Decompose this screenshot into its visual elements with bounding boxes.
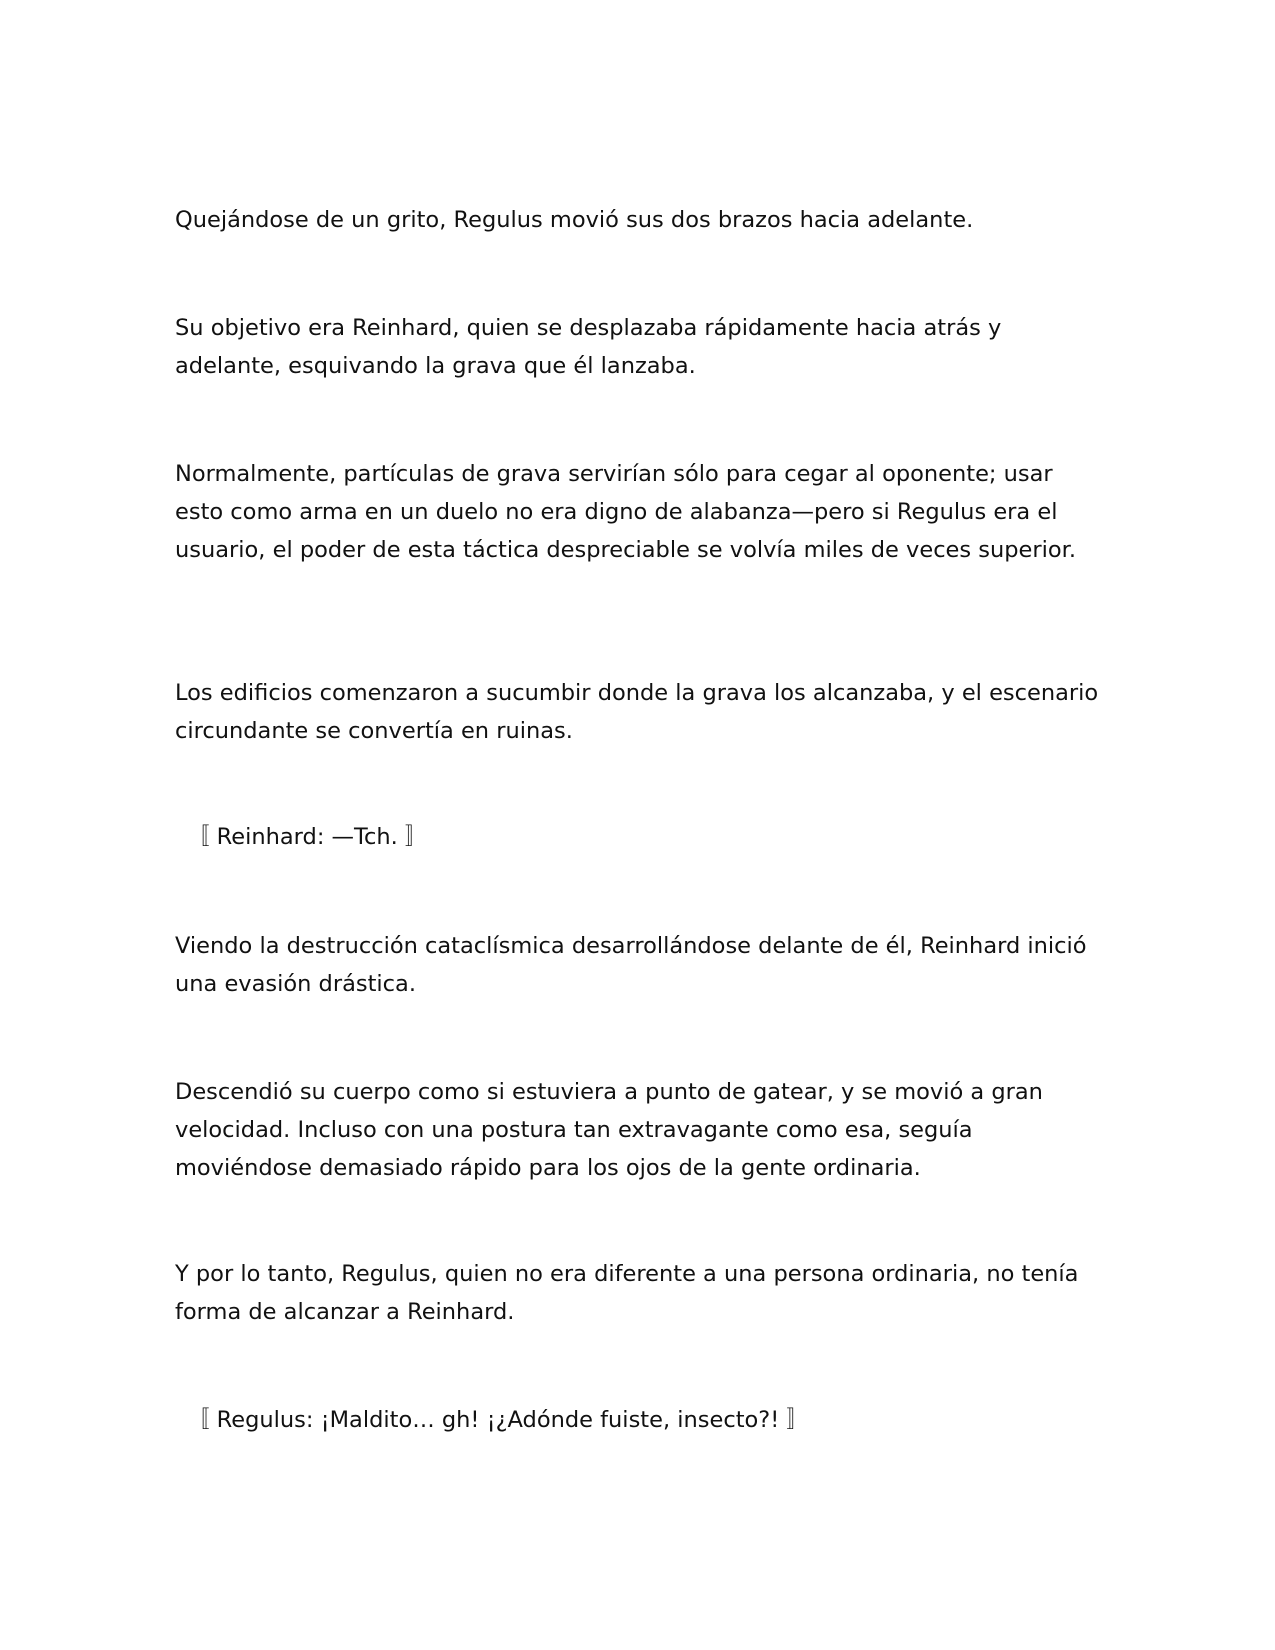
paragraph-5: Viendo la destrucción cataclísmica desarrollándose delante de él, Reinhard inició una evasión drástica. (175, 933, 1087, 997)
paragraph-7: Y por lo tanto, Regulus, quien no era diferente a una persona ordinaria, no tenía forma de alcanzar a Reinhard. (175, 1261, 1079, 1325)
paragraph-1: Quejándose de un grito, Regulus movió sus dos brazos hacia adelante. (175, 207, 974, 233)
paragraph-3: Normalmente, partículas de grava servirían sólo para cegar al oponente; usar esto como arma en un duelo no era digno de alabanza—pero si Regulus era el usuario, el poder de esta táctica despreciable se volvía miles de veces superior. (175, 461, 1076, 563)
dialogue-regulus: 〚 Regulus: ¡Maldito… gh! ¡¿Adónde fuiste, insecto?! 〛 (187, 1407, 809, 1433)
paragraph-6: Descendió su cuerpo como si estuviera a punto de gatear, y se movió a gran velocidad. Incluso con una postura tan extravagante como esa, seguía moviéndose demasiado rápido para los ojos de la gente ordinaria. (175, 1079, 1043, 1181)
dialogue-reinhard: 〚 Reinhard: —Tch. 〛 (187, 824, 428, 850)
paragraph-2: Su objetivo era Reinhard, quien se desplazaba rápidamente hacia atrás y adelante, esquivando la grava que él lanzaba. (175, 315, 1002, 379)
paragraph-4: Los edificios comenzaron a sucumbir donde la grava los alcanzaba, y el escenario circundante se convertía en ruinas. (175, 680, 1099, 744)
